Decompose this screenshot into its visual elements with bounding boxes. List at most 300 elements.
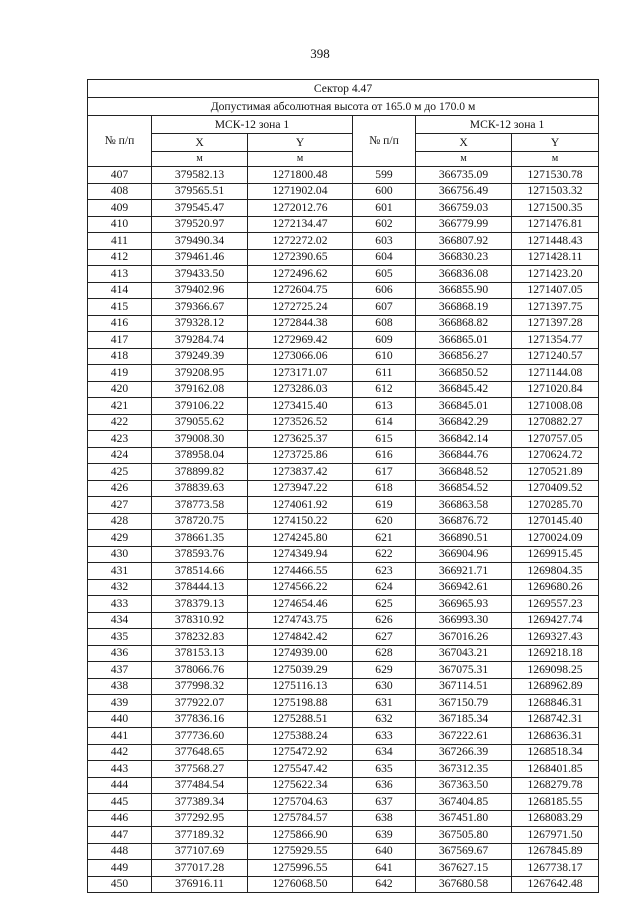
left-x-coordinate: 377017.28 xyxy=(152,860,248,877)
right-x-coordinate: 367075.31 xyxy=(416,662,512,679)
right-y-coordinate: 1271407.05 xyxy=(512,282,599,299)
table-row xyxy=(88,233,599,250)
table-row xyxy=(88,183,599,200)
right-y-coordinate: 1271448.43 xyxy=(512,233,599,250)
right-x-coordinate: 367569.67 xyxy=(416,843,512,860)
left-x-coordinate: 379520.97 xyxy=(152,216,248,233)
left-y-coordinate: 1275622.34 xyxy=(248,777,353,794)
left-y-coordinate: 1272604.75 xyxy=(248,282,353,299)
left-y-coordinate: 1272272.02 xyxy=(248,233,353,250)
right-y-coordinate: 1270521.89 xyxy=(512,464,599,481)
left-point-number: 450 xyxy=(88,876,152,893)
left-point-number: 416 xyxy=(88,315,152,332)
table-row xyxy=(88,266,599,283)
right-y-coordinate: 1269327.43 xyxy=(512,629,599,646)
right-point-number: 620 xyxy=(353,513,416,530)
right-y-coordinate: 1268846.31 xyxy=(512,695,599,712)
right-y-coordinate: 1271476.81 xyxy=(512,216,599,233)
left-y-coordinate: 1273171.07 xyxy=(248,365,353,382)
left-y-coordinate: 1274743.75 xyxy=(248,612,353,629)
right-point-number: 628 xyxy=(353,645,416,662)
left-x-coordinate: 377484.54 xyxy=(152,777,248,794)
left-y-coordinate: 1275388.24 xyxy=(248,728,353,745)
right-x-coordinate: 367043.21 xyxy=(416,645,512,662)
right-point-number: 627 xyxy=(353,629,416,646)
right-x-coordinate: 367363.50 xyxy=(416,777,512,794)
left-point-number: 426 xyxy=(88,480,152,497)
right-y-coordinate: 1271144.08 xyxy=(512,365,599,382)
right-point-number: 640 xyxy=(353,843,416,860)
left-point-number: 445 xyxy=(88,794,152,811)
left-y-coordinate: 1274466.55 xyxy=(248,563,353,580)
left-point-number: 419 xyxy=(88,365,152,382)
right-point-number: 625 xyxy=(353,596,416,613)
right-point-number: 636 xyxy=(353,777,416,794)
right-point-number: 618 xyxy=(353,480,416,497)
left-x-coordinate: 378444.13 xyxy=(152,579,248,596)
left-x-coordinate: 377107.69 xyxy=(152,843,248,860)
right-point-number: 605 xyxy=(353,266,416,283)
left-y-coordinate: 1276068.50 xyxy=(248,876,353,893)
table-row xyxy=(88,299,599,316)
left-y-coordinate: 1274245.80 xyxy=(248,530,353,547)
right-point-number: 626 xyxy=(353,612,416,629)
left-point-number: 412 xyxy=(88,249,152,266)
table-row xyxy=(88,810,599,827)
left-point-number: 409 xyxy=(88,200,152,217)
table-row xyxy=(88,843,599,860)
right-x-coordinate: 366830.23 xyxy=(416,249,512,266)
right-x-coordinate: 367114.51 xyxy=(416,678,512,695)
num-header-right: № п/п xyxy=(353,116,416,167)
left-x-coordinate: 378661.35 xyxy=(152,530,248,547)
left-y-coordinate: 1274654.46 xyxy=(248,596,353,613)
left-x-coordinate: 379565.51 xyxy=(152,183,248,200)
left-y-coordinate: 1273725.86 xyxy=(248,447,353,464)
right-point-number: 641 xyxy=(353,860,416,877)
left-point-number: 437 xyxy=(88,662,152,679)
right-x-coordinate: 367505.80 xyxy=(416,827,512,844)
right-y-coordinate: 1271240.57 xyxy=(512,348,599,365)
left-y-coordinate: 1272969.42 xyxy=(248,332,353,349)
left-y-coordinate: 1275288.51 xyxy=(248,711,353,728)
table-row xyxy=(88,365,599,382)
left-y-coordinate: 1274061.92 xyxy=(248,497,353,514)
right-point-number: 633 xyxy=(353,728,416,745)
right-y-coordinate: 1267845.89 xyxy=(512,843,599,860)
left-y-coordinate: 1273625.37 xyxy=(248,431,353,448)
right-point-number: 611 xyxy=(353,365,416,382)
right-y-coordinate: 1270882.27 xyxy=(512,414,599,431)
right-point-number: 624 xyxy=(353,579,416,596)
right-x-coordinate: 367680.58 xyxy=(416,876,512,893)
right-x-coordinate: 366842.29 xyxy=(416,414,512,431)
table-row xyxy=(88,315,599,332)
left-point-number: 448 xyxy=(88,843,152,860)
right-point-number: 607 xyxy=(353,299,416,316)
left-y-coordinate: 1275547.42 xyxy=(248,761,353,778)
right-point-number: 616 xyxy=(353,447,416,464)
right-point-number: 629 xyxy=(353,662,416,679)
left-y-coordinate: 1275116.13 xyxy=(248,678,353,695)
right-point-number: 638 xyxy=(353,810,416,827)
table-row xyxy=(88,200,599,217)
left-x-coordinate: 379402.96 xyxy=(152,282,248,299)
right-point-number: 615 xyxy=(353,431,416,448)
right-y-coordinate: 1270409.52 xyxy=(512,480,599,497)
right-x-coordinate: 366845.01 xyxy=(416,398,512,415)
right-y-coordinate: 1271503.32 xyxy=(512,183,599,200)
left-point-number: 449 xyxy=(88,860,152,877)
table-row xyxy=(88,777,599,794)
right-y-coordinate: 1271428.11 xyxy=(512,249,599,266)
sector-title: Сектор 4.47 xyxy=(88,80,599,98)
table-row xyxy=(88,249,599,266)
right-x-coordinate: 366868.82 xyxy=(416,315,512,332)
left-x-coordinate: 378514.66 xyxy=(152,563,248,580)
table-row xyxy=(88,563,599,580)
left-y-coordinate: 1274939.00 xyxy=(248,645,353,662)
table-row xyxy=(88,662,599,679)
table-row xyxy=(88,216,599,233)
right-point-number: 634 xyxy=(353,744,416,761)
left-point-number: 420 xyxy=(88,381,152,398)
left-x-coordinate: 378899.82 xyxy=(152,464,248,481)
right-y-coordinate: 1268962.89 xyxy=(512,678,599,695)
table-row xyxy=(88,728,599,745)
right-point-number: 612 xyxy=(353,381,416,398)
left-y-coordinate: 1273837.42 xyxy=(248,464,353,481)
right-point-number: 602 xyxy=(353,216,416,233)
left-x-coordinate: 377922.07 xyxy=(152,695,248,712)
left-x-coordinate: 376916.11 xyxy=(152,876,248,893)
right-point-number: 632 xyxy=(353,711,416,728)
right-x-coordinate: 366759.03 xyxy=(416,200,512,217)
right-y-coordinate: 1267642.48 xyxy=(512,876,599,893)
left-y-coordinate: 1275866.90 xyxy=(248,827,353,844)
left-point-number: 443 xyxy=(88,761,152,778)
unit-y-right: м xyxy=(512,152,599,167)
right-y-coordinate: 1271354.77 xyxy=(512,332,599,349)
left-y-coordinate: 1275784.57 xyxy=(248,810,353,827)
right-point-number: 606 xyxy=(353,282,416,299)
right-x-coordinate: 367312.35 xyxy=(416,761,512,778)
table-row xyxy=(88,744,599,761)
right-x-coordinate: 366890.51 xyxy=(416,530,512,547)
left-y-coordinate: 1275704.63 xyxy=(248,794,353,811)
left-x-coordinate: 379461.46 xyxy=(152,249,248,266)
right-x-coordinate: 367627.15 xyxy=(416,860,512,877)
left-x-coordinate: 378379.13 xyxy=(152,596,248,613)
left-x-coordinate: 379106.22 xyxy=(152,398,248,415)
page-number: 398 xyxy=(310,46,330,61)
left-point-number: 438 xyxy=(88,678,152,695)
right-y-coordinate: 1269557.23 xyxy=(512,596,599,613)
right-x-coordinate: 366836.08 xyxy=(416,266,512,283)
table-row xyxy=(88,546,599,563)
table-row xyxy=(88,464,599,481)
right-point-number: 621 xyxy=(353,530,416,547)
table-row xyxy=(88,612,599,629)
left-y-coordinate: 1271902.04 xyxy=(248,183,353,200)
left-point-number: 439 xyxy=(88,695,152,712)
left-x-coordinate: 378839.63 xyxy=(152,480,248,497)
right-y-coordinate: 1268279.78 xyxy=(512,777,599,794)
left-y-coordinate: 1275039.29 xyxy=(248,662,353,679)
left-point-number: 407 xyxy=(88,167,152,184)
left-x-coordinate: 378153.13 xyxy=(152,645,248,662)
right-point-number: 623 xyxy=(353,563,416,580)
left-x-coordinate: 378310.92 xyxy=(152,612,248,629)
right-y-coordinate: 1271020.84 xyxy=(512,381,599,398)
left-x-coordinate: 377568.27 xyxy=(152,761,248,778)
table-row xyxy=(88,761,599,778)
right-y-coordinate: 1271530.78 xyxy=(512,167,599,184)
right-y-coordinate: 1269804.35 xyxy=(512,563,599,580)
left-point-number: 421 xyxy=(88,398,152,415)
right-y-coordinate: 1267738.17 xyxy=(512,860,599,877)
right-point-number: 613 xyxy=(353,398,416,415)
left-y-coordinate: 1273947.22 xyxy=(248,480,353,497)
left-x-coordinate: 379366.67 xyxy=(152,299,248,316)
left-x-coordinate: 378720.75 xyxy=(152,513,248,530)
right-y-coordinate: 1270624.72 xyxy=(512,447,599,464)
right-point-number: 600 xyxy=(353,183,416,200)
right-y-coordinate: 1271397.75 xyxy=(512,299,599,316)
right-y-coordinate: 1270285.70 xyxy=(512,497,599,514)
left-x-coordinate: 379162.08 xyxy=(152,381,248,398)
right-point-number: 630 xyxy=(353,678,416,695)
table-row xyxy=(88,645,599,662)
right-y-coordinate: 1269915.45 xyxy=(512,546,599,563)
left-x-coordinate: 378066.76 xyxy=(152,662,248,679)
left-y-coordinate: 1272725.24 xyxy=(248,299,353,316)
table-row xyxy=(88,596,599,613)
unit-y-left: м xyxy=(248,152,353,167)
left-point-number: 440 xyxy=(88,711,152,728)
right-x-coordinate: 366842.14 xyxy=(416,431,512,448)
table-row xyxy=(88,497,599,514)
left-point-number: 442 xyxy=(88,744,152,761)
left-point-number: 436 xyxy=(88,645,152,662)
left-point-number: 414 xyxy=(88,282,152,299)
left-point-number: 434 xyxy=(88,612,152,629)
right-y-coordinate: 1270024.09 xyxy=(512,530,599,547)
left-x-coordinate: 379490.34 xyxy=(152,233,248,250)
right-point-number: 608 xyxy=(353,315,416,332)
right-y-coordinate: 1271397.28 xyxy=(512,315,599,332)
right-x-coordinate: 367222.61 xyxy=(416,728,512,745)
left-x-coordinate: 378232.83 xyxy=(152,629,248,646)
right-y-coordinate: 1269098.25 xyxy=(512,662,599,679)
right-point-number: 639 xyxy=(353,827,416,844)
left-point-number: 430 xyxy=(88,546,152,563)
table-row xyxy=(88,348,599,365)
table-row xyxy=(88,860,599,877)
left-point-number: 415 xyxy=(88,299,152,316)
left-x-coordinate: 377998.32 xyxy=(152,678,248,695)
table-row xyxy=(88,629,599,646)
left-point-number: 413 xyxy=(88,266,152,283)
right-x-coordinate: 366848.52 xyxy=(416,464,512,481)
left-point-number: 423 xyxy=(88,431,152,448)
right-point-number: 604 xyxy=(353,249,416,266)
left-x-coordinate: 377189.32 xyxy=(152,827,248,844)
table-row xyxy=(88,431,599,448)
zone-header-right: МСК-12 зона 1 xyxy=(416,116,599,134)
table-row xyxy=(88,711,599,728)
left-x-coordinate: 379208.95 xyxy=(152,365,248,382)
left-x-coordinate: 379249.39 xyxy=(152,348,248,365)
right-x-coordinate: 366965.93 xyxy=(416,596,512,613)
left-y-coordinate: 1273526.52 xyxy=(248,414,353,431)
right-x-coordinate: 366993.30 xyxy=(416,612,512,629)
left-point-number: 425 xyxy=(88,464,152,481)
left-y-coordinate: 1272844.38 xyxy=(248,315,353,332)
table-body xyxy=(88,167,599,893)
right-x-coordinate: 366779.99 xyxy=(416,216,512,233)
right-y-coordinate: 1271423.20 xyxy=(512,266,599,283)
table-row xyxy=(88,414,599,431)
left-point-number: 435 xyxy=(88,629,152,646)
right-y-coordinate: 1268636.31 xyxy=(512,728,599,745)
right-y-coordinate: 1270145.40 xyxy=(512,513,599,530)
left-x-coordinate: 377836.16 xyxy=(152,711,248,728)
left-y-coordinate: 1272496.62 xyxy=(248,266,353,283)
left-x-coordinate: 379008.30 xyxy=(152,431,248,448)
left-x-coordinate: 379328.12 xyxy=(152,315,248,332)
left-point-number: 429 xyxy=(88,530,152,547)
left-x-coordinate: 379055.62 xyxy=(152,414,248,431)
right-y-coordinate: 1268083.29 xyxy=(512,810,599,827)
right-x-coordinate: 366850.52 xyxy=(416,365,512,382)
left-y-coordinate: 1272134.47 xyxy=(248,216,353,233)
left-y-coordinate: 1273415.40 xyxy=(248,398,353,415)
right-x-coordinate: 366844.76 xyxy=(416,447,512,464)
right-point-number: 631 xyxy=(353,695,416,712)
right-x-coordinate: 366942.61 xyxy=(416,579,512,596)
left-x-coordinate: 377648.65 xyxy=(152,744,248,761)
table-row xyxy=(88,447,599,464)
right-x-coordinate: 367016.26 xyxy=(416,629,512,646)
right-point-number: 622 xyxy=(353,546,416,563)
right-point-number: 619 xyxy=(353,497,416,514)
left-y-coordinate: 1274566.22 xyxy=(248,579,353,596)
left-point-number: 444 xyxy=(88,777,152,794)
left-point-number: 424 xyxy=(88,447,152,464)
left-x-coordinate: 377292.95 xyxy=(152,810,248,827)
right-y-coordinate: 1268185.55 xyxy=(512,794,599,811)
left-point-number: 410 xyxy=(88,216,152,233)
left-point-number: 441 xyxy=(88,728,152,745)
right-x-coordinate: 366876.72 xyxy=(416,513,512,530)
table-row xyxy=(88,678,599,695)
left-y-coordinate: 1272390.65 xyxy=(248,249,353,266)
table-row xyxy=(88,794,599,811)
left-point-number: 433 xyxy=(88,596,152,613)
table-row xyxy=(88,695,599,712)
table-row xyxy=(88,827,599,844)
left-x-coordinate: 379545.47 xyxy=(152,200,248,217)
left-y-coordinate: 1272012.76 xyxy=(248,200,353,217)
right-x-coordinate: 366854.52 xyxy=(416,480,512,497)
left-x-coordinate: 379582.13 xyxy=(152,167,248,184)
right-y-coordinate: 1268518.34 xyxy=(512,744,599,761)
left-x-coordinate: 377736.60 xyxy=(152,728,248,745)
zone-header-left: МСК-12 зона 1 xyxy=(152,116,353,134)
right-point-number: 637 xyxy=(353,794,416,811)
left-x-coordinate: 377389.34 xyxy=(152,794,248,811)
left-x-coordinate: 379433.50 xyxy=(152,266,248,283)
left-y-coordinate: 1275472.92 xyxy=(248,744,353,761)
right-x-coordinate: 367185.34 xyxy=(416,711,512,728)
left-point-number: 447 xyxy=(88,827,152,844)
right-x-coordinate: 366756.49 xyxy=(416,183,512,200)
height-range-title: Допустимая абсолютная высота от 165.0 м до 170.0 м xyxy=(88,98,599,116)
coordinates-table xyxy=(87,79,599,893)
table-row xyxy=(88,282,599,299)
left-y-coordinate: 1273286.03 xyxy=(248,381,353,398)
right-y-coordinate: 1269427.74 xyxy=(512,612,599,629)
num-header-left: № п/п xyxy=(88,116,152,167)
table-row xyxy=(88,876,599,893)
table-row xyxy=(88,381,599,398)
left-x-coordinate: 378958.04 xyxy=(152,447,248,464)
unit-x-left: м xyxy=(152,152,248,167)
left-y-coordinate: 1271800.48 xyxy=(248,167,353,184)
right-point-number: 601 xyxy=(353,200,416,217)
left-y-coordinate: 1274150.22 xyxy=(248,513,353,530)
left-point-number: 432 xyxy=(88,579,152,596)
right-y-coordinate: 1270757.05 xyxy=(512,431,599,448)
left-point-number: 427 xyxy=(88,497,152,514)
right-x-coordinate: 367451.80 xyxy=(416,810,512,827)
right-x-coordinate: 367150.79 xyxy=(416,695,512,712)
right-x-coordinate: 366865.01 xyxy=(416,332,512,349)
table-row xyxy=(88,332,599,349)
right-x-coordinate: 366863.58 xyxy=(416,497,512,514)
right-y-coordinate: 1269680.26 xyxy=(512,579,599,596)
right-x-coordinate: 366855.90 xyxy=(416,282,512,299)
table-row xyxy=(88,513,599,530)
table-row xyxy=(88,398,599,415)
right-y-coordinate: 1271008.08 xyxy=(512,398,599,415)
right-point-number: 635 xyxy=(353,761,416,778)
right-x-coordinate: 367266.39 xyxy=(416,744,512,761)
left-y-coordinate: 1273066.06 xyxy=(248,348,353,365)
right-point-number: 617 xyxy=(353,464,416,481)
table-row xyxy=(88,167,599,184)
left-y-coordinate: 1275996.55 xyxy=(248,860,353,877)
y-header-right: Y xyxy=(512,134,599,152)
x-header-left: X xyxy=(152,134,248,152)
left-y-coordinate: 1274842.42 xyxy=(248,629,353,646)
right-y-coordinate: 1268401.85 xyxy=(512,761,599,778)
left-point-number: 417 xyxy=(88,332,152,349)
y-header-left: Y xyxy=(248,134,353,152)
right-x-coordinate: 366856.27 xyxy=(416,348,512,365)
left-point-number: 446 xyxy=(88,810,152,827)
left-point-number: 408 xyxy=(88,183,152,200)
left-y-coordinate: 1275198.88 xyxy=(248,695,353,712)
right-x-coordinate: 367404.85 xyxy=(416,794,512,811)
right-y-coordinate: 1268742.31 xyxy=(512,711,599,728)
left-x-coordinate: 378593.76 xyxy=(152,546,248,563)
left-point-number: 431 xyxy=(88,563,152,580)
right-x-coordinate: 366904.96 xyxy=(416,546,512,563)
right-point-number: 614 xyxy=(353,414,416,431)
right-x-coordinate: 366735.09 xyxy=(416,167,512,184)
